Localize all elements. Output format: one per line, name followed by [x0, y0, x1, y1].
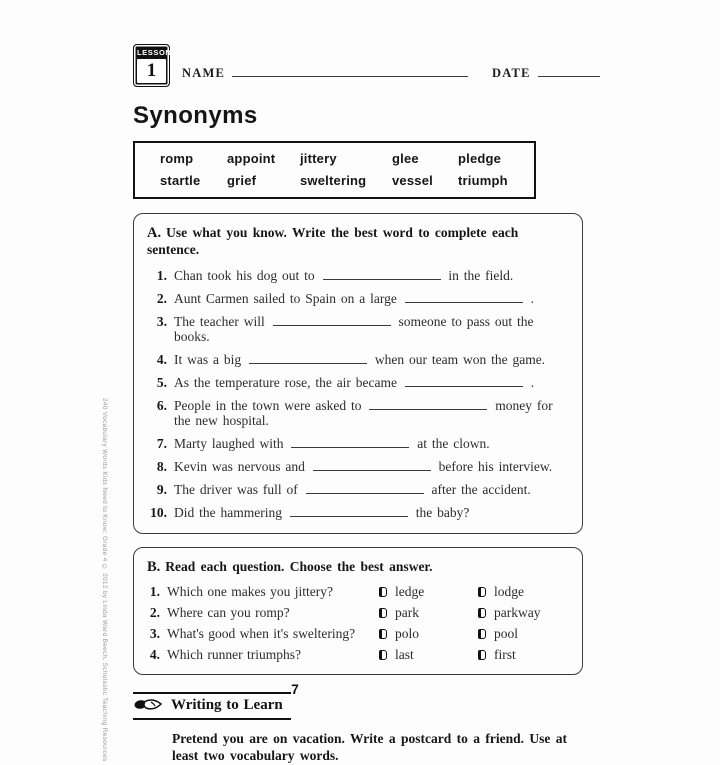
answer-blank[interactable]	[273, 313, 391, 326]
option-label: lodge	[494, 584, 524, 599]
section-b-box	[133, 547, 583, 675]
question-text: Where can you romp?	[167, 605, 379, 621]
item-number: 2.	[147, 605, 160, 621]
question-row	[147, 584, 572, 600]
word-bank-word: pledge	[458, 151, 528, 166]
question-row	[147, 605, 572, 621]
answer-checkbox[interactable]	[379, 629, 387, 639]
sentence-pre: Did the hammering	[174, 505, 282, 520]
sentence-pre: The driver was full of	[174, 482, 298, 497]
name-label: NAME	[182, 66, 225, 81]
sentence-item	[147, 397, 572, 429]
sentence-pre: People in the town were asked to	[174, 398, 361, 413]
answer-blank[interactable]	[290, 504, 408, 517]
section-a-heading	[147, 225, 572, 258]
answer-blank[interactable]	[405, 374, 523, 387]
answer-checkbox[interactable]	[379, 608, 387, 618]
word-bank-word: romp	[160, 151, 227, 166]
answer-checkbox[interactable]	[379, 587, 387, 597]
sentence-post: the baby?	[416, 505, 470, 520]
sentence-post: after the accident.	[431, 482, 530, 497]
pen-icon	[134, 697, 164, 713]
section-b-items	[147, 584, 572, 663]
sentence-item	[147, 290, 572, 306]
sentence-pre: Marty laughed with	[174, 436, 283, 451]
sentence-item	[147, 267, 572, 283]
sentence-post: someone to pass out the books.	[174, 314, 533, 344]
sentence-item	[147, 435, 572, 451]
option-label: polo	[395, 626, 419, 641]
sentence-post: in the field.	[448, 268, 513, 283]
item-number: 2.	[147, 291, 167, 306]
answer-blank[interactable]	[369, 397, 487, 410]
word-bank-word: appoint	[227, 151, 300, 166]
answer-blank[interactable]	[249, 351, 367, 364]
sentence-item	[147, 313, 572, 345]
sentence-item	[147, 481, 572, 497]
answer-checkbox[interactable]	[478, 650, 486, 660]
sentence-post: at the clown.	[417, 436, 489, 451]
lesson-badge	[133, 44, 170, 87]
item-number: 7.	[147, 436, 167, 451]
answer-blank[interactable]	[323, 267, 441, 280]
sentence-pre: Kevin was nervous and	[174, 459, 305, 474]
date-label: DATE	[492, 66, 531, 81]
item-number: 8.	[147, 459, 167, 474]
sentence-post: .	[531, 375, 534, 390]
sentence-pre: As the temperature rose, the air became	[174, 375, 397, 390]
word-bank-word: vessel	[392, 173, 458, 188]
section-a-box	[133, 213, 583, 534]
question-text: What's good when it's sweltering?	[167, 626, 379, 642]
word-bank-word: glee	[392, 151, 458, 166]
lesson-number: 1	[137, 59, 166, 83]
section-a-heading-text: Use what you know. Write the best word to complete each sentence.	[147, 225, 518, 257]
answer-checkbox[interactable]	[478, 608, 486, 618]
lesson-label: LESSON	[137, 48, 166, 57]
sentence-item	[147, 351, 572, 367]
sentence-pre: The teacher will	[174, 314, 265, 329]
question-row	[147, 647, 572, 663]
item-number: 10.	[147, 505, 167, 520]
word-bank-word: startle	[160, 173, 227, 188]
item-number: 3.	[147, 314, 167, 329]
sentence-item	[147, 374, 572, 390]
sentence-post: when our team won the game.	[375, 352, 545, 367]
item-number: 1.	[147, 268, 167, 283]
answer-blank[interactable]	[313, 458, 431, 471]
item-number: 4.	[147, 352, 167, 367]
item-number: 9.	[147, 482, 167, 497]
sentence-pre: Aunt Carmen sailed to Spain on a large	[174, 291, 397, 306]
section-a-letter: A.	[147, 225, 161, 241]
page-number: 7	[0, 682, 590, 697]
word-bank-word: triumph	[458, 173, 528, 188]
sentence-item	[147, 504, 572, 520]
section-b-heading-text: Read each question. Choose the best answer.	[165, 559, 432, 574]
answer-checkbox[interactable]	[478, 587, 486, 597]
answer-blank[interactable]	[405, 290, 523, 303]
section-b-letter: B.	[147, 559, 160, 575]
writing-instruction: Pretend you are on vacation. Write a postcard to a friend. Use at least two vocabulary words.	[172, 730, 592, 765]
word-bank-word: grief	[227, 173, 300, 188]
sentence-post: money for the new hospital.	[174, 398, 553, 428]
word-bank-word: sweltering	[300, 173, 392, 188]
option-label: ledge	[395, 584, 424, 599]
option-label: park	[395, 605, 419, 620]
name-fill-line[interactable]	[232, 64, 468, 77]
section-b-heading	[147, 559, 572, 576]
option-label: last	[395, 647, 414, 662]
word-bank-word: jittery	[300, 151, 392, 166]
question-text: Which one makes you jittery?	[167, 584, 379, 600]
page-title: Synonyms	[133, 102, 585, 130]
item-number: 1.	[147, 584, 160, 600]
item-number: 6.	[147, 398, 167, 413]
section-a-items	[147, 267, 572, 520]
option-label: pool	[494, 626, 518, 641]
header	[133, 44, 585, 87]
name-date-row	[182, 64, 600, 81]
copyright-credit: 240 Vocabulary Words Kids Need to Know: Grade 4 © 2012 by Linda Ward Beech, Scholastic Teaching Resources	[101, 398, 108, 762]
item-number: 3.	[147, 626, 160, 642]
item-number: 5.	[147, 375, 167, 390]
answer-blank[interactable]	[291, 435, 409, 448]
item-number: 4.	[147, 647, 160, 663]
answer-checkbox[interactable]	[478, 629, 486, 639]
option-label: parkway	[494, 605, 540, 620]
sentence-item	[147, 458, 572, 474]
answer-blank[interactable]	[306, 481, 424, 494]
word-bank	[133, 141, 536, 199]
sentence-pre: Chan took his dog out to	[174, 268, 315, 283]
date-fill-line[interactable]	[538, 64, 600, 77]
answer-checkbox[interactable]	[379, 650, 387, 660]
question-text: Which runner triumphs?	[167, 647, 379, 663]
writing-to-learn-title: Writing to Learn	[171, 697, 283, 714]
option-label: first	[494, 647, 516, 662]
sentence-post: .	[531, 291, 534, 306]
sentence-post: before his interview.	[439, 459, 552, 474]
question-row	[147, 626, 572, 642]
sentence-pre: It was a big	[174, 352, 241, 367]
